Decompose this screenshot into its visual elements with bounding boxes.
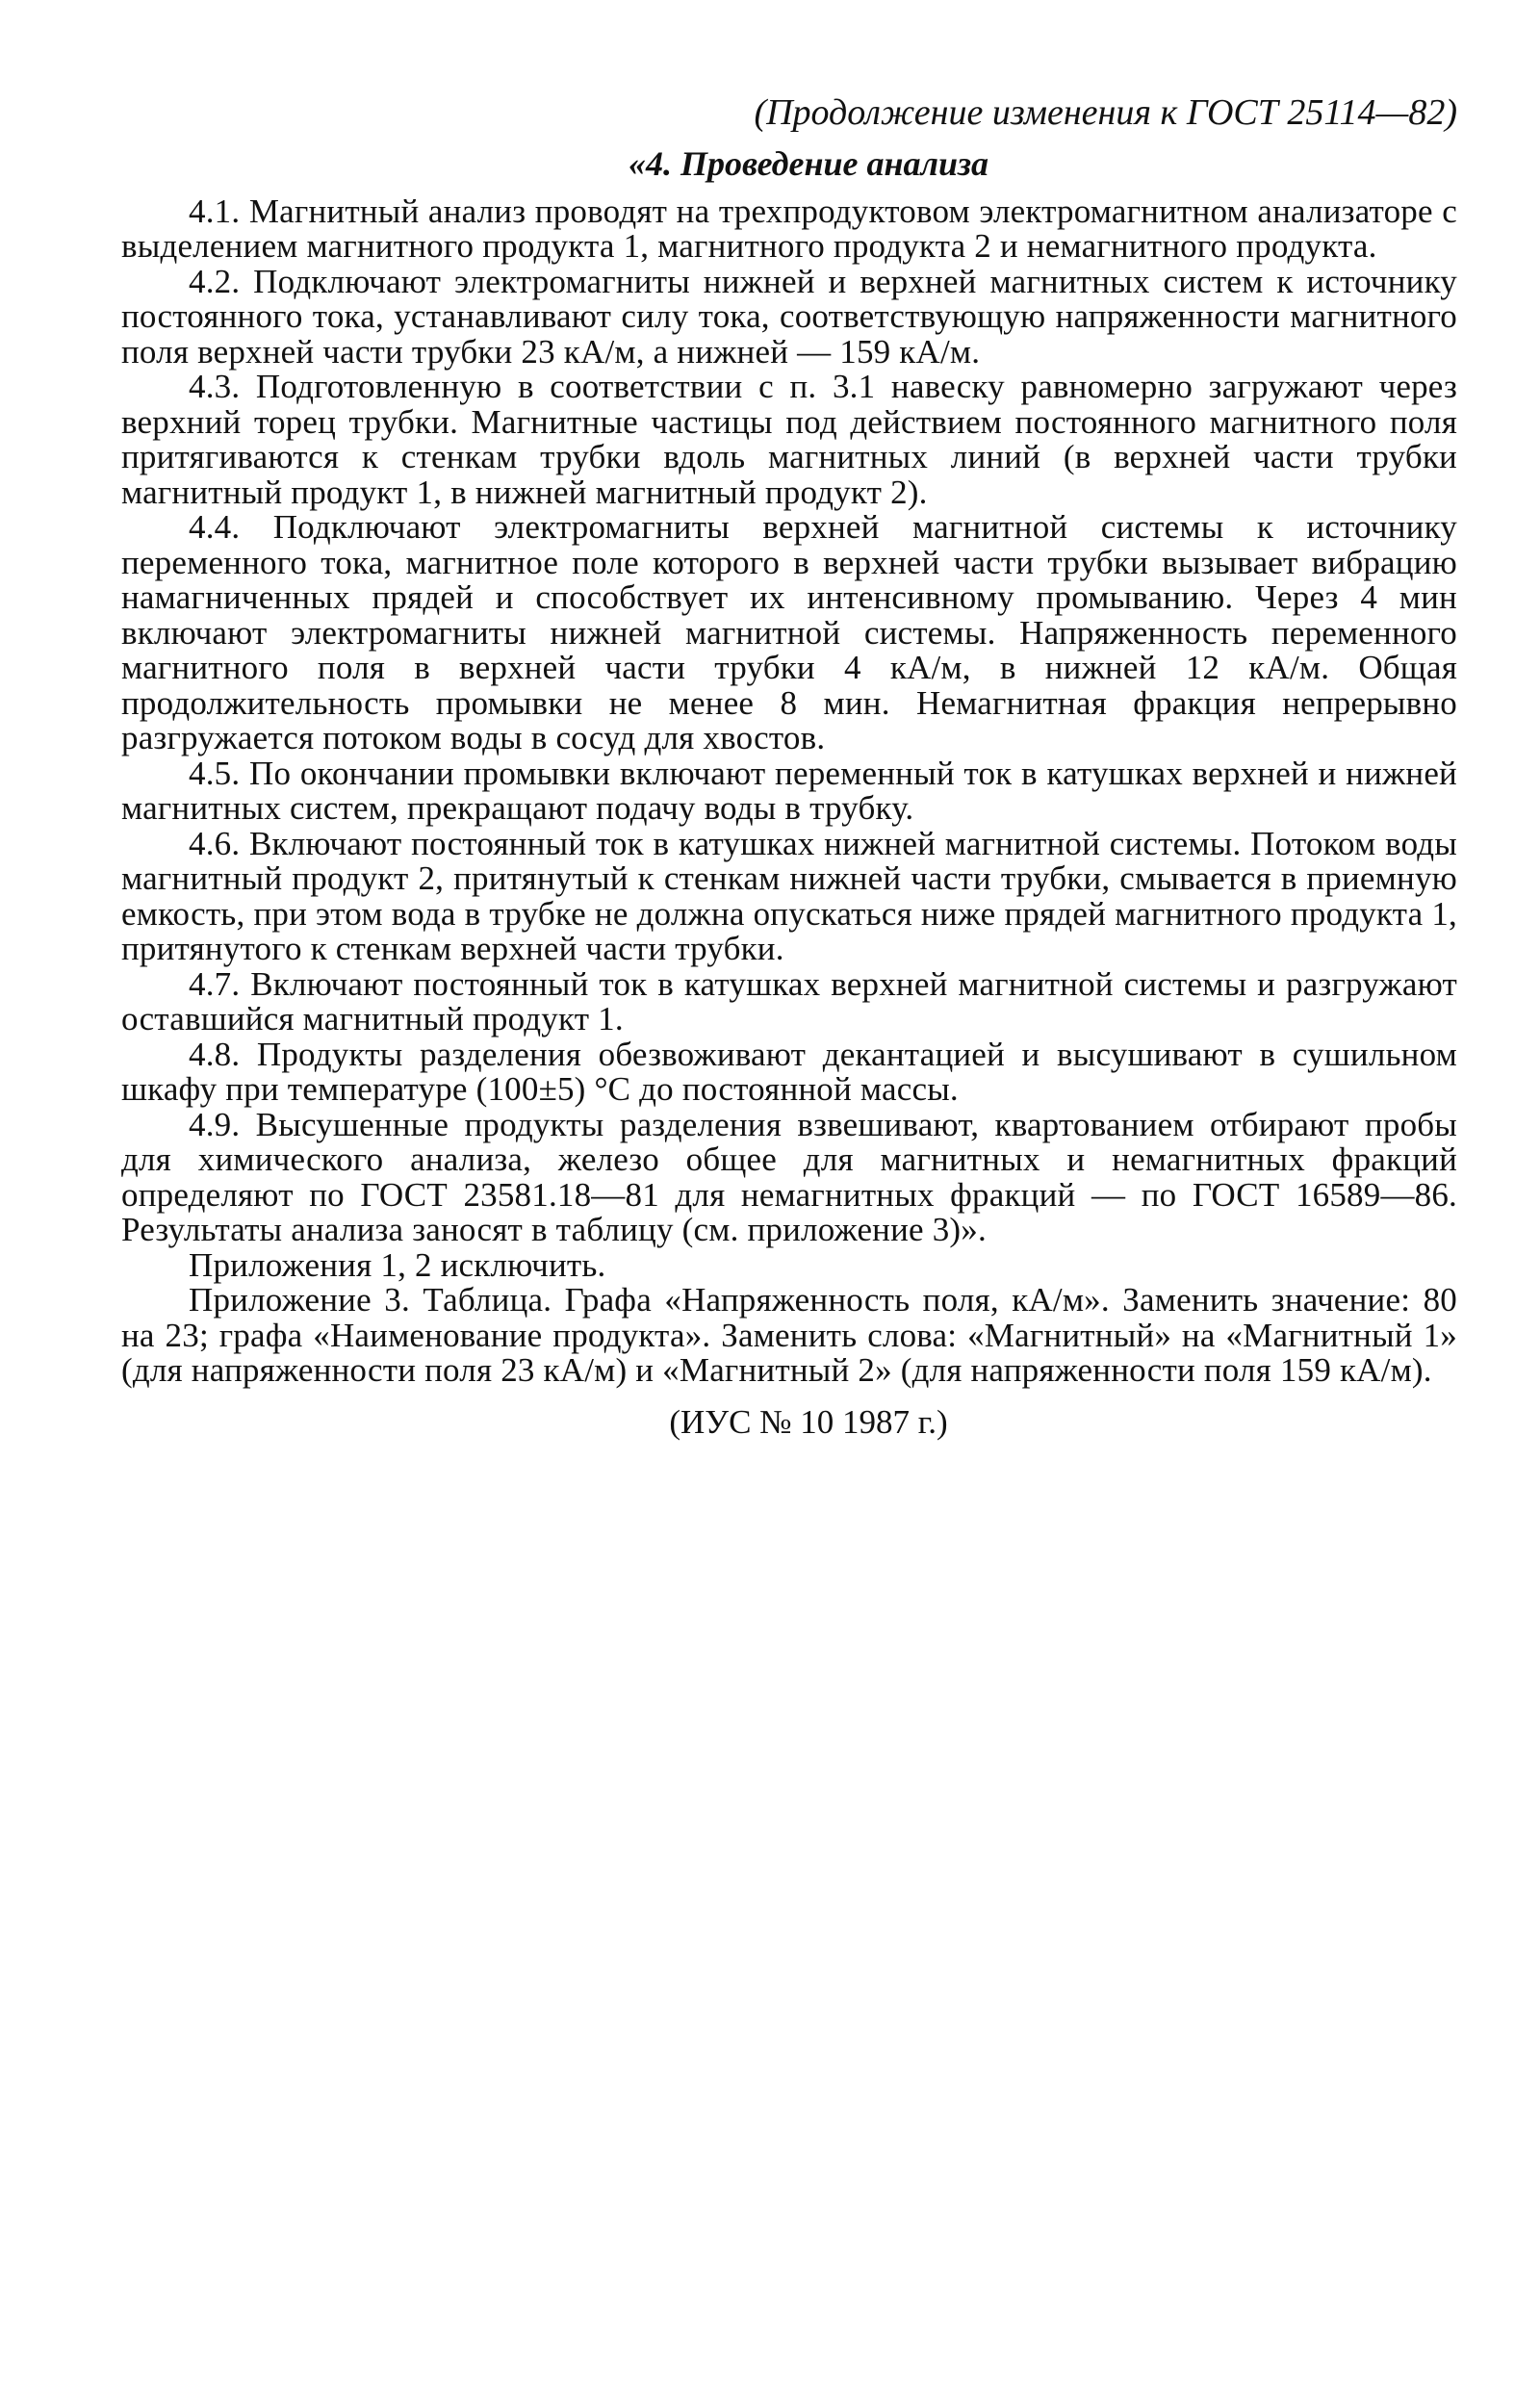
paragraph-4-8: 4.8. Продукты разделения обезвоживают декантацией и высушивают в сушильном шкафу при температуре (100±5) °С до постоянной массы. xyxy=(121,1035,1457,1109)
paragraph-4-1: 4.1. Магнитный анализ проводят на трехпродуктовом электромагнитном анализаторе с выделением магнитного продукта 1, магнитного продукта 2 и немагнитного продукта. xyxy=(121,192,1457,266)
paragraph-4-6: 4.6. Включают постоянный ток в катушках нижней магнитной системы. Потоком воды магнитный продукт 2, притянутый к стенкам нижней части трубки, смывается в приемную емкость, при этом вода в трубке не должна опускаться ниже прядей магнитного продукта 1, притянутого к стенкам верхней части трубки. xyxy=(121,824,1457,968)
paragraph-4-4: 4.4. Подключают электромагниты верхней магнитной системы к источнику переменного тока, магнитное поле которого в верхней части трубки вызывает вибрацию намагниченных прядей и способствует их интенсивному промыванию. Через 4 мин включают электромагниты нижней магнитной системы. Напряженность переменного магнитного поля в верхней части трубки 4 кА/м, в нижней 12 кА/м. Общая продолжительность промывки не менее 8 мин. Немагнитная фракция непрерывно разгружается потоком воды в сосуд для хвостов. xyxy=(121,508,1457,757)
appendix-3-change-note: Приложение 3. Таблица. Графа «Напряженность поля, кА/м». Заменить значение: 80 на 23; графа «Наименование продукта». Заменить слова: «Магнитный» на «Магнитный 1» (для напряженности поля 23 кА/м) и «Магнитный 2» (для напряженности поля 159 кА/м). xyxy=(121,1281,1457,1390)
paragraph-4-5: 4.5. По окончании промывки включают переменный ток в катушках верхней и нижней магнитных систем, прекращают подачу воды в трубку. xyxy=(121,754,1457,828)
paragraph-4-7: 4.7. Включают постоянный ток в катушках верхней магнитной системы и разгружают оставшийся магнитный продукт 1. xyxy=(121,964,1457,1038)
paragraph-4-9: 4.9. Высушенные продукты разделения взвешивают, квартованием отбирают пробы для химического анализа, железо общее для магнитных и немагнитных фракций определяют по ГОСТ 23581.18—81 для немагнитных фракций — по ГОСТ 16589—86. Результаты анализа заносят в таблицу (см. приложение 3)». xyxy=(121,1105,1457,1249)
document-page xyxy=(121,91,1457,1476)
continuation-header: (Продолжение изменения к ГОСТ 25114—82) xyxy=(754,92,1457,133)
publication-reference: (ИУС № 10 1987 г.) xyxy=(669,1402,948,1441)
appendices-removal-note: Приложения 1, 2 исключить. xyxy=(189,1245,606,1284)
paragraph-4-3: 4.3. Подготовленную в соответствии с п. 3.1 навеску равномерно загружают через верхний торец трубки. Магнитные частицы под действием постоянного магнитного поля притягиваются к стенкам трубки вдоль магнитных линий (в верхней части трубки магнитный продукт 1, в нижней магнитный продукт 2). xyxy=(121,368,1457,511)
paragraph-4-2: 4.2. Подключают электромагниты нижней и верхней магнитных систем к источнику постоянного тока, устанавливают силу тока, соответствующую напряженности магнитного поля верхней части трубки 23 кА/м, а нижней — 159 кА/м. xyxy=(121,262,1457,371)
section-title: «4. Проведение анализа xyxy=(628,143,989,183)
